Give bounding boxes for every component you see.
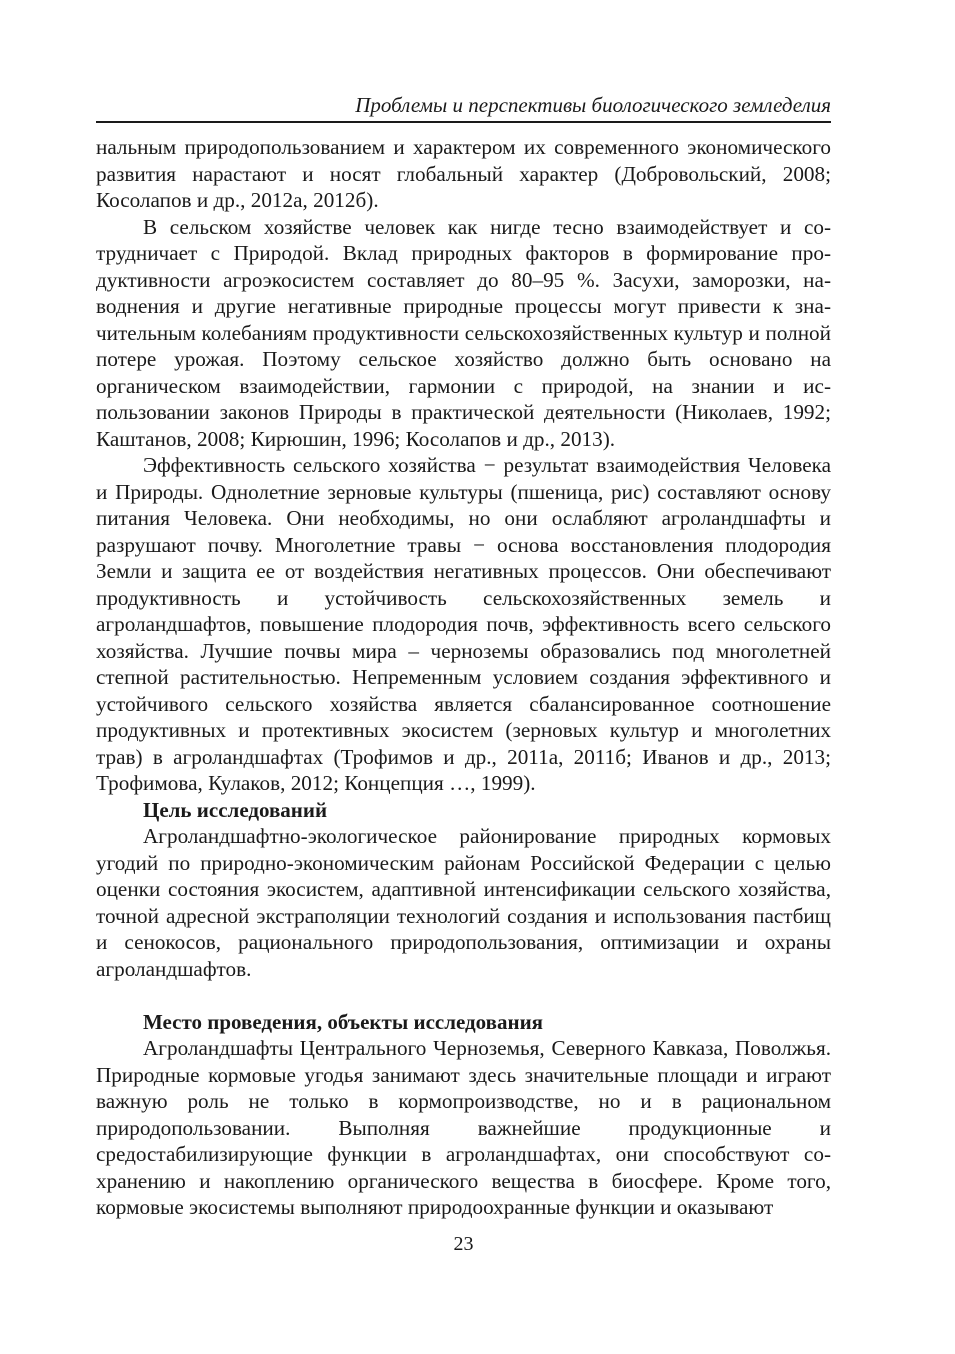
running-header xyxy=(96,92,831,123)
paragraph-continuation: нальным природопользованием и характером их современного экономического развития нарастают и носят глобальный характер (Добровольский, 2008; Косолапов и др., 2012а, 2012б). xyxy=(96,135,831,212)
page-number: 23 xyxy=(453,1233,474,1255)
section-heading-research-location: Место проведения, объекты исследования xyxy=(143,1009,544,1034)
paragraph-research-location: Агроландшафты Центрального Черноземья, Северного Кавказа, Поволжья. Природные кормовые угодья занимают здесь значительные площади и играют важную роль не только в кормопроизводстве, но и в рациональном природопользовании. Выполняя важнейшие продукционные и средостабилизирующие функции в агроландшафтах, они способствуют сохранению и накоплению органического вещества в биосфере. Кроме того, кормовые экосистемы выполняют природоохранные функции и оказывают xyxy=(96,1036,831,1219)
paragraph-research-goal: Агроландшафтно-экологическое районирование природных кормовых угодий по природно-экономическим районам Российской Федерации с целью оценки состояния экосистем, адаптивной интенсификации сельского хозяйства, точной адресной экстраполяции технологий создания и использования пастбищ и сенокосов, рационального природопользования, оптимизации и охраны агроландшафтов. xyxy=(96,824,831,981)
paragraph-agriculture-nature: В сельском хозяйстве человек как нигде тесно взаимодействует и сотрудничает с Природой. Вклад природных факторов в формирование продуктивности агроэкосистем составляет до 80–95 %. Засухи, заморозки, наводнения и другие негативные природные процессы могут привести к значительным колебаниям продуктивности сельскохозяйственных культур и полной потере урожая. Поэтому сельское хозяйство должно быть основано на органическом взаимодействии, гармонии с природой, на знании и использовании законов Природы в практической деятельности (Николаев, 1992; Каштанов, 2008; Кирюшин, 1996; Косолапов и др., 2013). xyxy=(96,214,831,451)
page-body xyxy=(96,134,831,1221)
section-heading-research-goal: Цель исследований xyxy=(143,797,328,822)
running-title: Проблемы и перспективы биологического земледелия xyxy=(355,93,831,117)
paragraph-efficiency: Эффективность сельского хозяйства − результат взаимодействия Человека и Природы. Однолетние зерновые культуры (пшеница, рис) составляют основу питания Человека. Они необходимы, но они ослабляют агроландшафты и разрушают почву. Многолетние травы − основа восстановления плодородия Земли и защита ее от воздействия негативных процессов. Они обеспечивают продуктивность и устойчивость сельскохозяйственных земель и агроландшафтов, повышение плодородия почв, эффективность всего сельского хозяйства. Лучшие почвы мира – черноземы образовались под многолетней степной растительностью. Непременным условием создания эффективного и устойчивого сельского хозяйства является сбалансированное соотношение продуктивных и протективных экосистем (зерновых культур и многолетних трав) в агроландшафтах (Трофимов и др., 2011а, 2011б; Иванов и др., 2013; Трофимова, Кулаков, 2012; Концепция …, 1999). xyxy=(96,453,831,795)
